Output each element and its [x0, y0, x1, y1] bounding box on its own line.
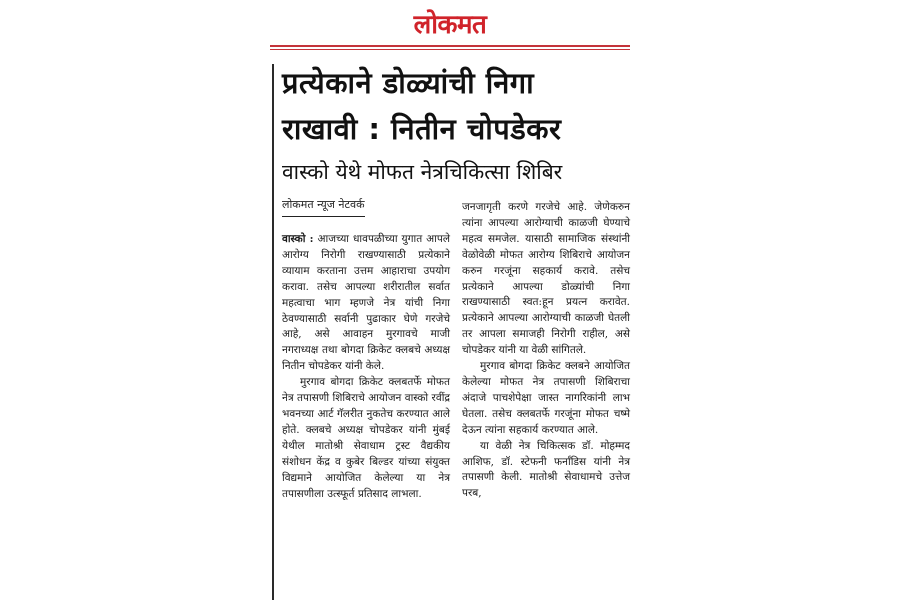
masthead [270, 8, 630, 52]
article-column-right [462, 200, 630, 502]
subheadline: वास्को येथे मोफत नेत्रचिकित्सा शिबिर [282, 160, 563, 184]
paragraph-text: आजच्या धावपळीच्या युगात आपले आरोग्य निरोगी राखण्यासाठी प्रत्येकाने व्यायाम करताना उत्तम आहाराचा उपयोग करावा. तसेच आपल्या शरीरातील सर्वात महत्वाचा भाग म्हणजे नेत्र यांची निगा ठेवण्यासाठी सर्वानी पुढाकार घेणे गरजेचे आहे, असे आवाहन मुरगावचे माजी नगराध्यक्ष तथा बोगदा क्रिकेट क्लबचे अध्यक्ष नितीन चोपडेकर यांनी केले. [282, 233, 450, 373]
headline-line: राखावी : नितीन चोपडेकर [282, 112, 562, 146]
article-paragraph: मुरगाव बोगदा क्रिकेट क्लबतर्फे मोफत नेत्र तपासणी शिबिराचे आयोजन वास्को रवींद्र भवनच्या आर्ट गॅलरीत नुकतेच करण्यात आले होते. क्लबचे अध्यक्ष चोपडेकर यांनी मुंबई येथील मातोश्री सेवाधाम ट्रस्ट वैद्यकीय संशोधन केंद्र व कुबेर बिल्डर यांच्या संयुक्त विद्यमाने आयोजित केलेल्या या नेत्र तपासणीला उत्स्फूर्त प्रतिसाद लाभला. [282, 376, 450, 500]
article-column-left [282, 232, 450, 502]
article-paragraph: जनजागृती करणे गरजेचे आहे. जेणेकरुन त्यांना आपल्या आरोग्याची काळजी घेण्याचे महत्व समजेल. यासाठी सामाजिक संस्थांनी वेळोवेळी मोफत आरोग्य शिबिराचे आयोजन करुन गरजूंना सहकार्य करावे. तसेच प्रत्येकाने आपल्या डोळ्यांची निगा राखण्यासाठी स्वत:हून प्रयत्न करावेत. प्रत्येकाने आपल्या आरोग्याची काळजी घेतली तर आपला समाजही निरोगी राहील, असे चोपडेकर यांनी या वेळी सांगितले. [462, 201, 630, 357]
article-paragraph [282, 232, 450, 375]
byline: लोकमत न्यूज नेटवर्क [282, 196, 365, 217]
masthead-rule-bottom [270, 49, 630, 50]
masthead-rule-top [270, 45, 630, 47]
article-paragraph: मुरगाव बोगदा क्रिकेट क्लबने आयोजित केलेल्या मोफत नेत्र तपासणी शिबिराचा अंदाजे पाचशेपेक्षा जास्त नागरिकांनी लाभ घेतला. तसेच क्लबतर्फे गरजूंना मोफत चष्मे देऊन त्यांना सहकार्य करण्यात आले. [462, 360, 630, 436]
news-article [272, 60, 628, 600]
dateline: वास्को : [282, 233, 314, 245]
article-paragraph: या वेळी नेत्र चिकित्सक डॉ. मोहम्मद आशिफ, डॉ. स्टेफनी फर्नांडिस यांनी नेत्र तपासणी केली. मातोश्री सेवाधामचे उत्तेज परब, [462, 439, 630, 500]
headline-line: प्रत्येकाने डोळ्यांची निगा [282, 66, 535, 100]
headline [282, 60, 628, 152]
column-rule [272, 64, 274, 600]
newspaper-logo: लोकमत [413, 10, 487, 40]
